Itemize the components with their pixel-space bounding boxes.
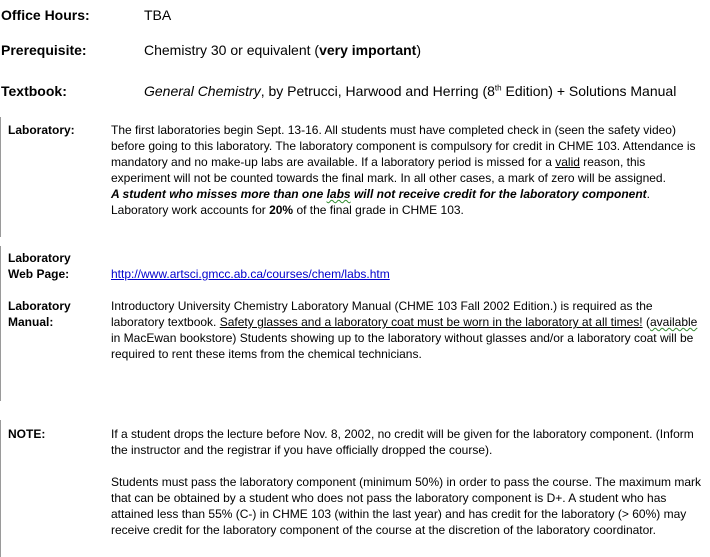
lab-web-link[interactable]: http://www.artsci.gmcc.ab.ca/courses/chem/labs.htm — [111, 267, 390, 281]
laboratory-label: Laboratory: — [8, 123, 75, 137]
textbook-title: General Chemistry — [144, 83, 261, 99]
section-border — [0, 246, 1, 401]
lab-web-link-row — [111, 266, 390, 282]
note-label: NOTE: — [8, 427, 46, 441]
prerequisite-value: Chemistry 30 or equivalent (very important) — [144, 42, 421, 58]
note-text — [111, 426, 707, 538]
office-hours-label: Office Hours: — [1, 7, 90, 23]
textbook-value: General Chemistry, by Petrucci, Harwood and Herring (8th Edition) + Solutions Manual — [144, 83, 677, 99]
prerequisite-emphasis: very important — [319, 42, 417, 58]
manual-label: Laboratory Manual: — [8, 299, 71, 329]
section-border — [0, 420, 1, 557]
section-border — [0, 117, 1, 237]
office-hours-value: TBA — [144, 7, 172, 23]
web-page-label: Laboratory Web Page: — [8, 251, 71, 281]
note-paragraph: Students must pass the laboratory component (minimum 50%) in order to pass the course. The maximum mark that can be obtained by a student who does not pass the laboratory component is D+. A student who has attained less than 55% (C-) in CHME 103 (within the last year) and has credit for the laboratory (> 60%) may receive credit for the laboratory component of the course at the discretion of the laboratory coordinator. — [111, 475, 702, 537]
prerequisite-label: Prerequisite: — [1, 42, 87, 58]
manual-text: Introductory University Chemistry Laboratory Manual (CHME 103 Fall 2002 Edition.) is required as the laboratory textbook. Safety glasses and a laboratory coat must be worn in the laboratory at all times! (available in MacEwan bookstore) Students showing up to the laboratory without glasses and/or a laboratory coat will be required to rent these items from the chemical technicians. — [111, 299, 698, 361]
laboratory-text: The first laboratories begin Sept. 13-16. All students must have completed check in (seen the safety video) before going to this laboratory. The laboratory component is compulsory for credit in CHME 103. Attendance is mandatory and no make-up labs are available. If a laboratory period is missed for a valid reason, this experiment will not be counted towards the final mark. In all other cases, a mark of zero will be assigned. A student who misses more than one labs will not receive credit for the laboratory component. Laboratory work accounts for 20% of the final grade in CHME 103. — [111, 123, 696, 217]
textbook-label: Textbook: — [1, 83, 67, 99]
note-paragraph: If a student drops the lecture before Nov. 8, 2002, no credit will be given for the laboratory component. (Inform the instructor and the registrar if you have officially dropped the course). — [111, 427, 694, 457]
